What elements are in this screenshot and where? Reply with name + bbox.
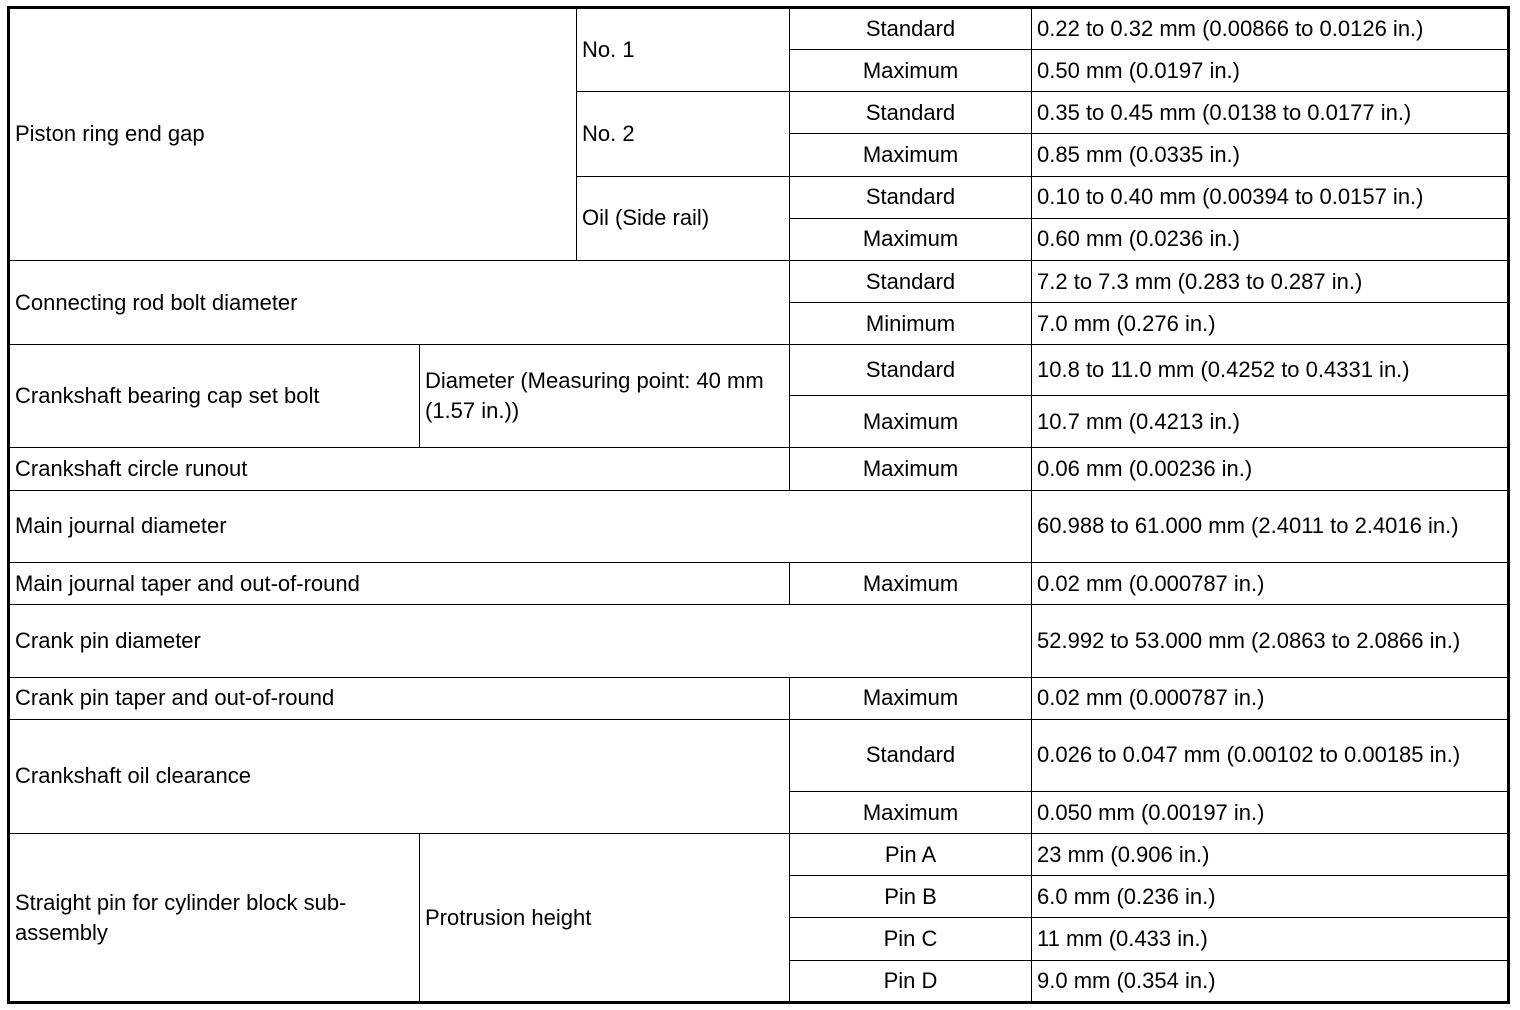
spec-label-crankshaft-circle-runout: Crankshaft circle runout [9,447,790,490]
spec-value: 0.02 mm (0.000787 in.) [1032,677,1509,719]
spec-label-main-journal-diameter: Main journal diameter [9,490,1032,562]
spec-type: Maximum [790,563,1032,605]
spec-value: 11 mm (0.433 in.) [1032,918,1509,960]
spec-type: Maximum [790,50,1032,92]
spec-value: 0.35 to 0.45 mm (0.0138 to 0.0177 in.) [1032,92,1509,134]
table-row [9,260,1509,302]
spec-label-crank-pin-diameter: Crank pin diameter [9,605,1032,677]
spec-type: Maximum [790,677,1032,719]
table-row [9,345,1509,396]
spec-type: Standard [790,176,1032,218]
spec-value: 10.8 to 11.0 mm (0.4252 to 0.4331 in.) [1032,345,1509,396]
spec-value: 0.85 mm (0.0335 in.) [1032,134,1509,176]
spec-value: 10.7 mm (0.4213 in.) [1032,396,1509,447]
spec-value: 23 mm (0.906 in.) [1032,834,1509,876]
spec-type: Maximum [790,447,1032,490]
table-row [9,677,1509,719]
spec-value: 0.60 mm (0.0236 in.) [1032,218,1509,260]
spec-sub-protrusion-height: Protrusion height [420,834,790,1003]
spec-type: Minimum [790,303,1032,345]
table-row [9,8,1509,50]
spec-label-straight-pin: Straight pin for cylinder block sub-assembly [9,834,420,1003]
spec-type: Pin D [790,960,1032,1002]
table-row [9,490,1509,562]
spec-value: 0.10 to 0.40 mm (0.00394 to 0.0157 in.) [1032,176,1509,218]
table-row [9,605,1509,677]
table-row [9,719,1509,791]
table-row [9,563,1509,605]
spec-value: 52.992 to 53.000 mm (2.0863 to 2.0866 in.) [1032,605,1509,677]
spec-type: Pin C [790,918,1032,960]
spec-value: 0.50 mm (0.0197 in.) [1032,50,1509,92]
spec-sub-oil-side-rail: Oil (Side rail) [577,176,790,260]
spec-type: Standard [790,345,1032,396]
spec-label-crankshaft-oil-clearance: Crankshaft oil clearance [9,719,790,833]
spec-value: 6.0 mm (0.236 in.) [1032,876,1509,918]
spec-value: 7.0 mm (0.276 in.) [1032,303,1509,345]
spec-label-crankshaft-bearing-cap-bolt: Crankshaft bearing cap set bolt [9,345,420,447]
spec-type: Maximum [790,396,1032,447]
spec-value: 0.050 mm (0.00197 in.) [1032,791,1509,833]
spec-type: Maximum [790,218,1032,260]
spec-type: Standard [790,8,1032,50]
specification-table [7,6,1510,1004]
spec-type: Maximum [790,791,1032,833]
spec-sub-no2: No. 2 [577,92,790,176]
spec-type: Standard [790,719,1032,791]
table-row [9,447,1509,490]
spec-value: 9.0 mm (0.354 in.) [1032,960,1509,1002]
spec-type: Maximum [790,134,1032,176]
spec-type: Standard [790,260,1032,302]
spec-value: 0.06 mm (0.00236 in.) [1032,447,1509,490]
spec-value: 7.2 to 7.3 mm (0.283 to 0.287 in.) [1032,260,1509,302]
spec-value: 0.22 to 0.32 mm (0.00866 to 0.0126 in.) [1032,8,1509,50]
spec-sub-no1: No. 1 [577,8,790,92]
spec-type: Pin B [790,876,1032,918]
spec-label-connecting-rod-bolt: Connecting rod bolt diameter [9,260,790,344]
spec-type: Pin A [790,834,1032,876]
spec-value: 60.988 to 61.000 mm (2.4011 to 2.4016 in.) [1032,490,1509,562]
spec-label-crank-pin-taper: Crank pin taper and out-of-round [9,677,790,719]
spec-type: Standard [790,92,1032,134]
spec-value: 0.026 to 0.047 mm (0.00102 to 0.00185 in.) [1032,719,1509,791]
spec-label-main-journal-taper: Main journal taper and out-of-round [9,563,790,605]
spec-sub-diameter-measuring-point: Diameter (Measuring point: 40 mm (1.57 in.)) [420,345,790,447]
spec-label-piston-ring-end-gap: Piston ring end gap [9,8,577,261]
spec-value: 0.02 mm (0.000787 in.) [1032,563,1509,605]
table-row [9,834,1509,876]
